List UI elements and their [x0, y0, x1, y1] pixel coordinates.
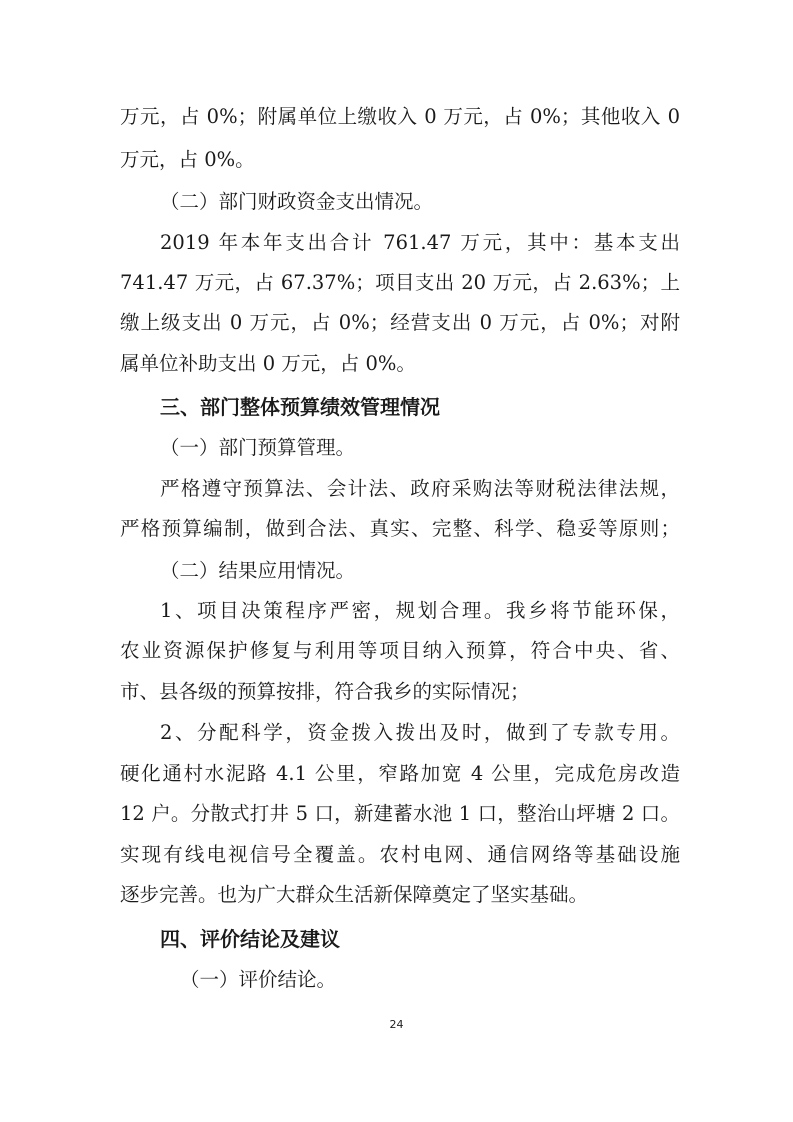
paragraph-line: 市、县各级的预算按排，符合我乡的实际情况；	[120, 680, 530, 703]
paragraph-line: 741.47 万元，占 67.37%；项目支出 20 万元，占 2.63%；上	[120, 271, 680, 294]
paragraph-line: 12 户。分散式打井 5 口，新建蓄水池 1 口，整治山坪塘 2 口。	[120, 802, 680, 825]
subheading: （二）结果应用情况。	[160, 559, 356, 582]
paragraph-line: 逐步完善。也为广大群众生活新保障奠定了坚实基础。	[120, 883, 589, 906]
paragraph-line: 2019 年本年支出合计 761.47 万元，其中：基本支出	[160, 231, 680, 254]
paragraph-line: 缴上级支出 0 万元，占 0%；经营支出 0 万元，占 0%；对附	[120, 311, 680, 334]
subheading: （二）部门财政资金支出情况。	[160, 190, 434, 213]
paragraph-line: 1、项目决策程序严密，规划合理。我乡将节能环保，	[160, 599, 680, 622]
paragraph-line: 属单位补助支出 0 万元，占 0%。	[120, 352, 416, 375]
paragraph-line: 农业资源保护修复与利用等项目纳入预算，符合中央、省、	[120, 639, 680, 662]
paragraph-line: 2、分配科学，资金拨入拨出及时，做到了专款专用。	[160, 721, 680, 744]
page-number: 24	[389, 1018, 404, 1031]
paragraph-line: 严格预算编制，做到合法、真实、完整、科学、稳妥等原则；	[120, 517, 680, 540]
paragraph-line: 严格遵守预算法、会计法、政府采购法等财税法律法规，	[160, 477, 680, 500]
paragraph-line: 实现有线电视信号全覆盖。农村电网、通信网络等基础设施	[120, 843, 680, 866]
section-heading: 三、部门整体预算绩效管理情况	[160, 395, 440, 419]
subheading: （一）评价结论。	[180, 968, 337, 991]
paragraph-line: 硬化通村水泥路 4.1 公里，窄路加宽 4 公里，完成危房改造	[120, 762, 680, 785]
section-heading: 四、评价结论及建议	[160, 927, 340, 951]
subheading: （一）部门预算管理。	[160, 436, 356, 459]
paragraph-line: 万元，占 0%。	[120, 148, 255, 171]
paragraph-line: 万元，占 0%；附属单位上缴收入 0 万元，占 0%；其他收入 0	[120, 105, 680, 128]
